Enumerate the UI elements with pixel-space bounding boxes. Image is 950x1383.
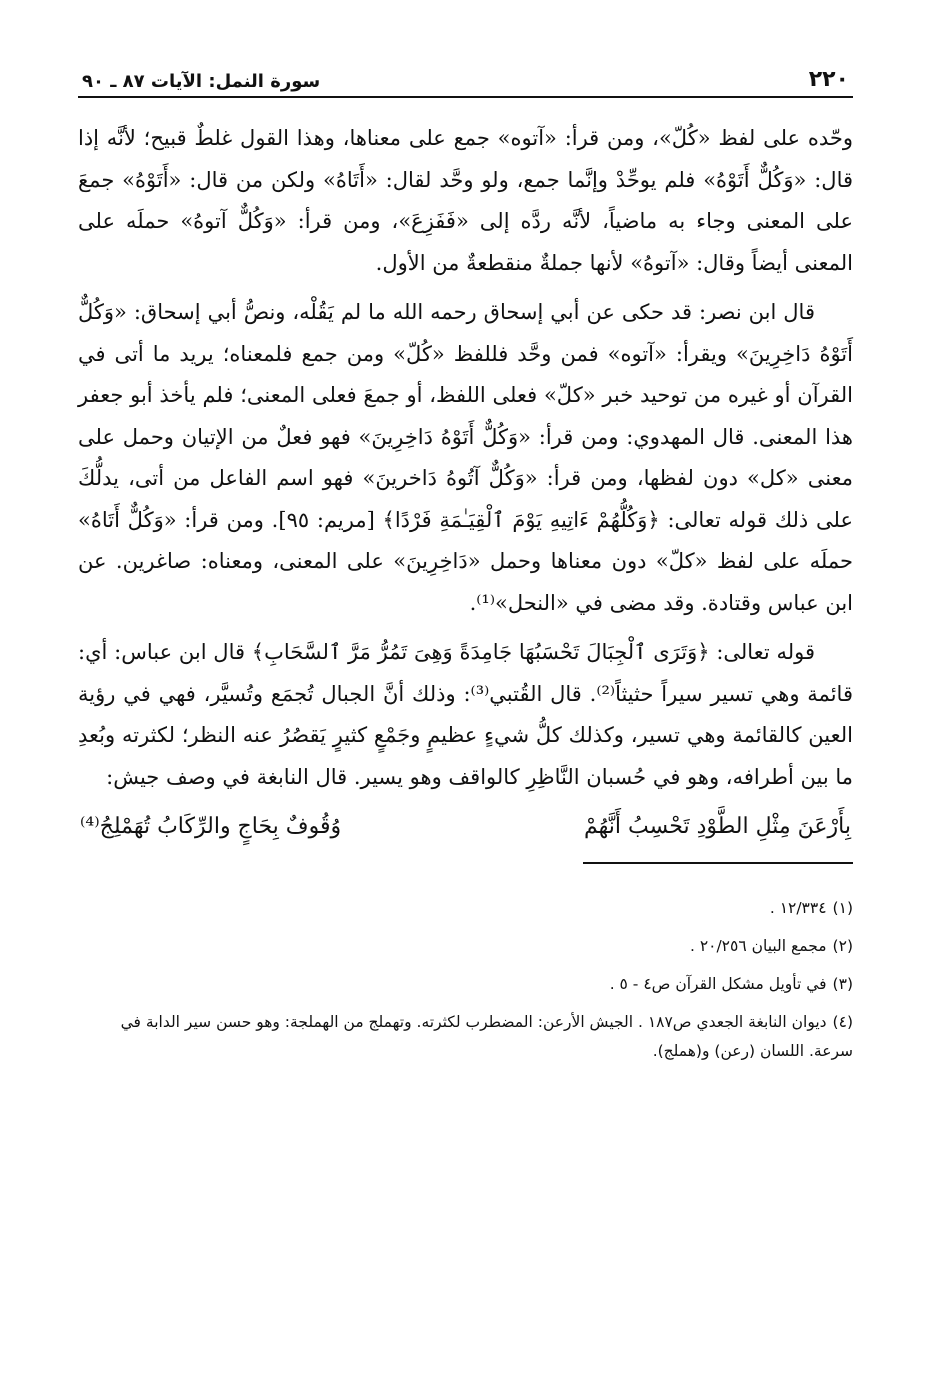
footnote-text: مجمع البيان ٢٠/٢٥٦ . — [689, 937, 827, 955]
footnote-number: (٣) — [832, 975, 853, 993]
footnote-separator — [583, 862, 853, 864]
paragraph-3: قوله تعالى: ﴿وَتَرَى ٱلْجِبَالَ تَحْسَبُهَا جَامِدَةً وَهِىَ تَمُرُّ مَرَّ ٱلسَّحَابِ﴾ قال ابن عباس: أي: قائمة وهي تسير سيراً حثيثاً⁽²⁾. قال القُتبي⁽³⁾: وذلك أنَّ الجبال تُجمَع وتُسيَّر، فهي في رؤية العين كالقائمة وهي تسير، وكذلك كلُّ شيءٍ عظيمٍ وجَمْعٍ كثيرٍ يَقصُرُ عنه النظر؛ لكثرته وبُعدِ ما بين أطرافه، وهو في حُسبان النَّاظِرِ كالواقف وهو يسير. قال النابغة في وصف جيش: — [78, 640, 853, 789]
footnote-number: (١) — [832, 899, 853, 917]
verse-first-hemistich: بِأَرْعَنَ مِثْلِ الطَّوْدِ تَحْسِبُ أَنَّهُمْ — [584, 814, 851, 839]
main-text — [78, 118, 853, 798]
running-title: سورة النمل: الآيات ٨٧ ـ ٩٠ — [82, 71, 321, 92]
footnote-text: ديوان النابغة الجعدي ص١٨٧ . الجيش الأرعن: المضطرب لكثرته. وتهملج من الهملجة: وهو حسن سير الدابة في سرعة. اللسان (رعن) و(هملج). — [120, 1013, 853, 1060]
footnote-number: (٢) — [832, 937, 853, 955]
page-number: ٢٢٠ — [808, 67, 849, 92]
footnotes — [78, 894, 853, 1066]
book-page — [78, 58, 853, 1075]
paragraph-1: وحّده على لفظ «كُلّ»، ومن قرأ: «آتوه» جمع على معناها، وهذا القول غلطٌ قبيح؛ لأنَّه إذا قال: «وَكُلٌّ أَتَوْهُ» فلم يوحِّدْ وإنَّما جمع، ولو وحَّد لقال: «أَتَاهُ» ولكن من قال: «أَتَوْهُ» جمعَ على المعنى وجاء به ماضياً، لأنَّه ردَّه إلى «فَفَزِعَ»، ومن قرأ: «وَكُلٌّ آتوهُ» حملَه على المعنى أيضاً وقال: «آتوهُ» لأنها جملةٌ منقطعةٌ من الأول. — [78, 126, 854, 275]
footnote-4 — [78, 1008, 853, 1066]
footnote-1 — [78, 894, 853, 923]
verse-second-hemistich: وُقُوفٌ بِحَاجٍ والرِّكَابُ تُهَمْلِجُ⁽⁴⁾ — [80, 814, 342, 839]
paragraph-2: قال ابن نصر: قد حكى عن أبي إسحاق رحمه الله ما لم يَقُلْه، ونصُّ أبي إسحاق: «وَكُلٌّ أَتَوْهُ دَاخِرِينَ» ويقرأ: «آتوه» فمن وحَّد فللفظ «كُلّ» ومن جمع فلمعناه؛ يريد ما أتى في القرآن أو غيره من توحيد خبر «كلّ» فعلى اللفظ، أو جمعَ فعلى المعنى؛ فلم يأخذ أبو جعفر هذا المعنى. قال المهدوي: ومن قرأ: «وَكُلٌّ أَتَوْهُ دَاخِرِينَ» فهو فعلٌ من الإتيان وحمل على معنى «كل» دون لفظها، ومن قرأ: «وَكُلٌّ آتُوهُ دَاخرينَ» فهو اسم الفاعل من أتى، يدلُّكَ على ذلك قوله تعالى: ﴿وَكُلُّهُمْ ءَاتِيهِ يَوْمَ ٱلْقِيَـٰمَةِ فَرْدًا﴾ [مريم: ٩٥]. ومن قرأ: «وَكُلٌّ أَتَاهُ» حملَه على لفظ «كلّ» دون معناها وحمل «دَاخِرِينَ» على المعنى، ومعناه: صاغرين. عن ابن عباس وقتادة. وقد مضى في «النحل»⁽¹⁾. — [78, 300, 853, 615]
footnote-text: في تأويل مشكل القرآن ص٤ - ٥ . — [609, 975, 827, 993]
footnote-number: (٤) — [832, 1013, 853, 1031]
footnote-3 — [78, 970, 853, 999]
footnote-text: ١٢/٣٣٤ . — [769, 899, 827, 917]
page-header — [78, 58, 853, 98]
footnote-2 — [78, 932, 853, 961]
poetry-verse — [78, 806, 853, 848]
